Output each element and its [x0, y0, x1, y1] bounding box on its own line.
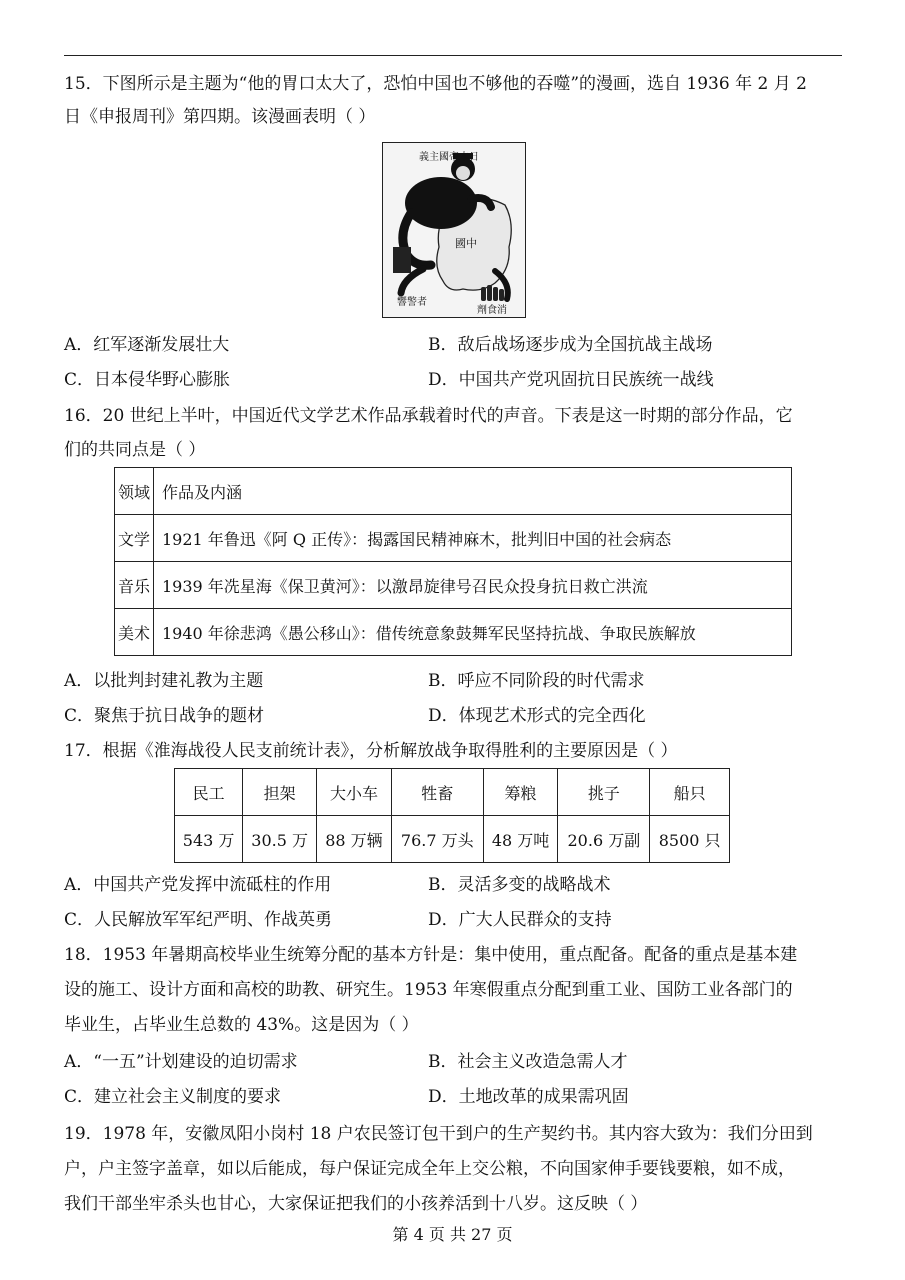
table-header-row — [175, 769, 730, 816]
q17-support-table — [174, 768, 730, 863]
q19-stem-line3: 我们干部坐牢杀头也甘心，大家保证把我们的小孩养活到十八岁。这反映（ ） — [64, 1194, 648, 1214]
page-footer: 第 4 页 共 27 页 — [392, 1225, 513, 1244]
q16-works-table — [114, 467, 792, 656]
cartoon-drawing — [383, 143, 525, 317]
table-row — [115, 515, 792, 562]
q17-stem-line1: 17．根据《淮海战役人民支前统计表》，分析解放战争取得胜利的主要原因是（ ） — [64, 741, 678, 761]
q15-stem-line2: 日《申报周刊》第四期。该漫画表明（ ） — [64, 107, 376, 127]
table-header-cell: 作品及内涵 — [154, 468, 792, 515]
q17-option-d[interactable]: D．广大人民群众的支持 — [428, 910, 612, 930]
q16-stem-line1: 16．20 世纪上半叶，中国近代文学艺术作品承载着时代的声音。下表是这一时期的部分作品，它 — [64, 406, 793, 426]
table-cell-work: 1939 年冼星海《保卫黄河》：以激昂旋律号召民众投身抗日救亡洪流 — [154, 562, 792, 609]
table-cell: 30.5 万 — [243, 816, 317, 863]
cartoon-left-caption: 響警者 — [397, 297, 427, 308]
q16-option-b[interactable]: B．呼应不同阶段的时代需求 — [428, 671, 645, 691]
table-header-cell: 船只 — [650, 769, 730, 816]
q19-stem-line2: 户，户主签字盖章，如以后能成，每户保证完成全年上交公粮，不向国家伸手要钱要粮，如不成， — [64, 1159, 795, 1179]
q15-option-a[interactable]: A．红军逐渐发展壮大 — [64, 335, 230, 355]
q19-stem-line1: 19．1978 年，安徽凤阳小岗村 18 户农民签订包干到户的生产契约书。其内容大致为：我们分田到 — [64, 1124, 813, 1144]
table-header-cell: 担架 — [243, 769, 317, 816]
table-header-cell: 挑子 — [558, 769, 650, 816]
table-cell-field: 音乐 — [115, 562, 154, 609]
cartoon-right-caption: 劑食消 — [477, 305, 507, 316]
table-cell: 88 万辆 — [317, 816, 392, 863]
q17-option-c[interactable]: C．人民解放军军纪严明、作战英勇 — [64, 910, 333, 930]
q18-option-d[interactable]: D．土地改革的成果需巩固 — [428, 1087, 629, 1107]
table-cell-work: 1921 年鲁迅《阿 Q 正传》：揭露国民精神麻木，批判旧中国的社会病态 — [154, 515, 792, 562]
q18-stem-line1: 18．1953 年暑期高校毕业生统筹分配的基本方针是：集中使用，重点配备。配备的重点是基本建 — [64, 945, 798, 965]
q15-option-b[interactable]: B．敌后战场逐步成为全国抗战主战场 — [428, 335, 713, 355]
q18-stem-line2: 设的施工、设计方面和高校的助教、研究生。1953 年寒假重点分配到重工业、国防工业各部门的 — [64, 980, 793, 1000]
q18-stem-line3: 毕业生，占毕业生总数的 43%。这是因为（ ） — [64, 1015, 419, 1035]
table-header-cell: 筹粮 — [483, 769, 558, 816]
table-cell-field: 文学 — [115, 515, 154, 562]
q16-stem-line2: 们的共同点是（ ） — [64, 440, 206, 460]
header-rule — [64, 55, 842, 56]
q16-option-d[interactable]: D．体现艺术形式的完全西化 — [428, 706, 646, 726]
q15-option-c[interactable]: C．日本侵华野心膨胀 — [64, 370, 231, 390]
table-row — [115, 609, 792, 656]
q15-option-d[interactable]: D．中国共产党巩固抗日民族统一战线 — [428, 370, 714, 390]
q16-option-c[interactable]: C．聚焦于抗日战争的题材 — [64, 706, 265, 726]
q17-option-b[interactable]: B．灵活多变的战略战术 — [428, 875, 611, 895]
table-cell-work: 1940 年徐悲鸿《愚公移山》：借传统意象鼓舞军民坚持抗战、争取民族解放 — [154, 609, 792, 656]
table-cell: 76.7 万头 — [391, 816, 483, 863]
cartoon-center-caption: 國中 — [455, 237, 477, 250]
q15-stem-line1: 15．下图所示是主题为“他的胃口太大了，恐怕中国也不够他的吞噬”的漫画，选自 1936 年 2 月 2 — [64, 74, 807, 94]
table-header-cell: 大小车 — [317, 769, 392, 816]
q18-option-a[interactable]: A．“一五”计划建设的迫切需求 — [64, 1052, 298, 1072]
table-cell: 543 万 — [175, 816, 243, 863]
table-header-cell: 民工 — [175, 769, 243, 816]
q17-option-a[interactable]: A．中国共产党发挥中流砥柱的作用 — [64, 875, 332, 895]
table-cell: 20.6 万副 — [558, 816, 650, 863]
table-row — [115, 562, 792, 609]
q18-option-c[interactable]: C．建立社会主义制度的要求 — [64, 1087, 282, 1107]
q15-cartoon-image — [382, 142, 526, 318]
table-row — [175, 816, 730, 863]
table-cell-field: 美术 — [115, 609, 154, 656]
cartoon-top-caption: 義主國帝本日 — [419, 152, 479, 163]
table-cell: 48 万吨 — [483, 816, 558, 863]
table-header-cell: 牲畜 — [391, 769, 483, 816]
q16-option-a[interactable]: A．以批判封建礼教为主题 — [64, 671, 264, 691]
q18-option-b[interactable]: B．社会主义改造急需人才 — [428, 1052, 628, 1072]
table-cell: 8500 只 — [650, 816, 730, 863]
table-header-cell: 领域 — [115, 468, 154, 515]
table-header-row — [115, 468, 792, 515]
